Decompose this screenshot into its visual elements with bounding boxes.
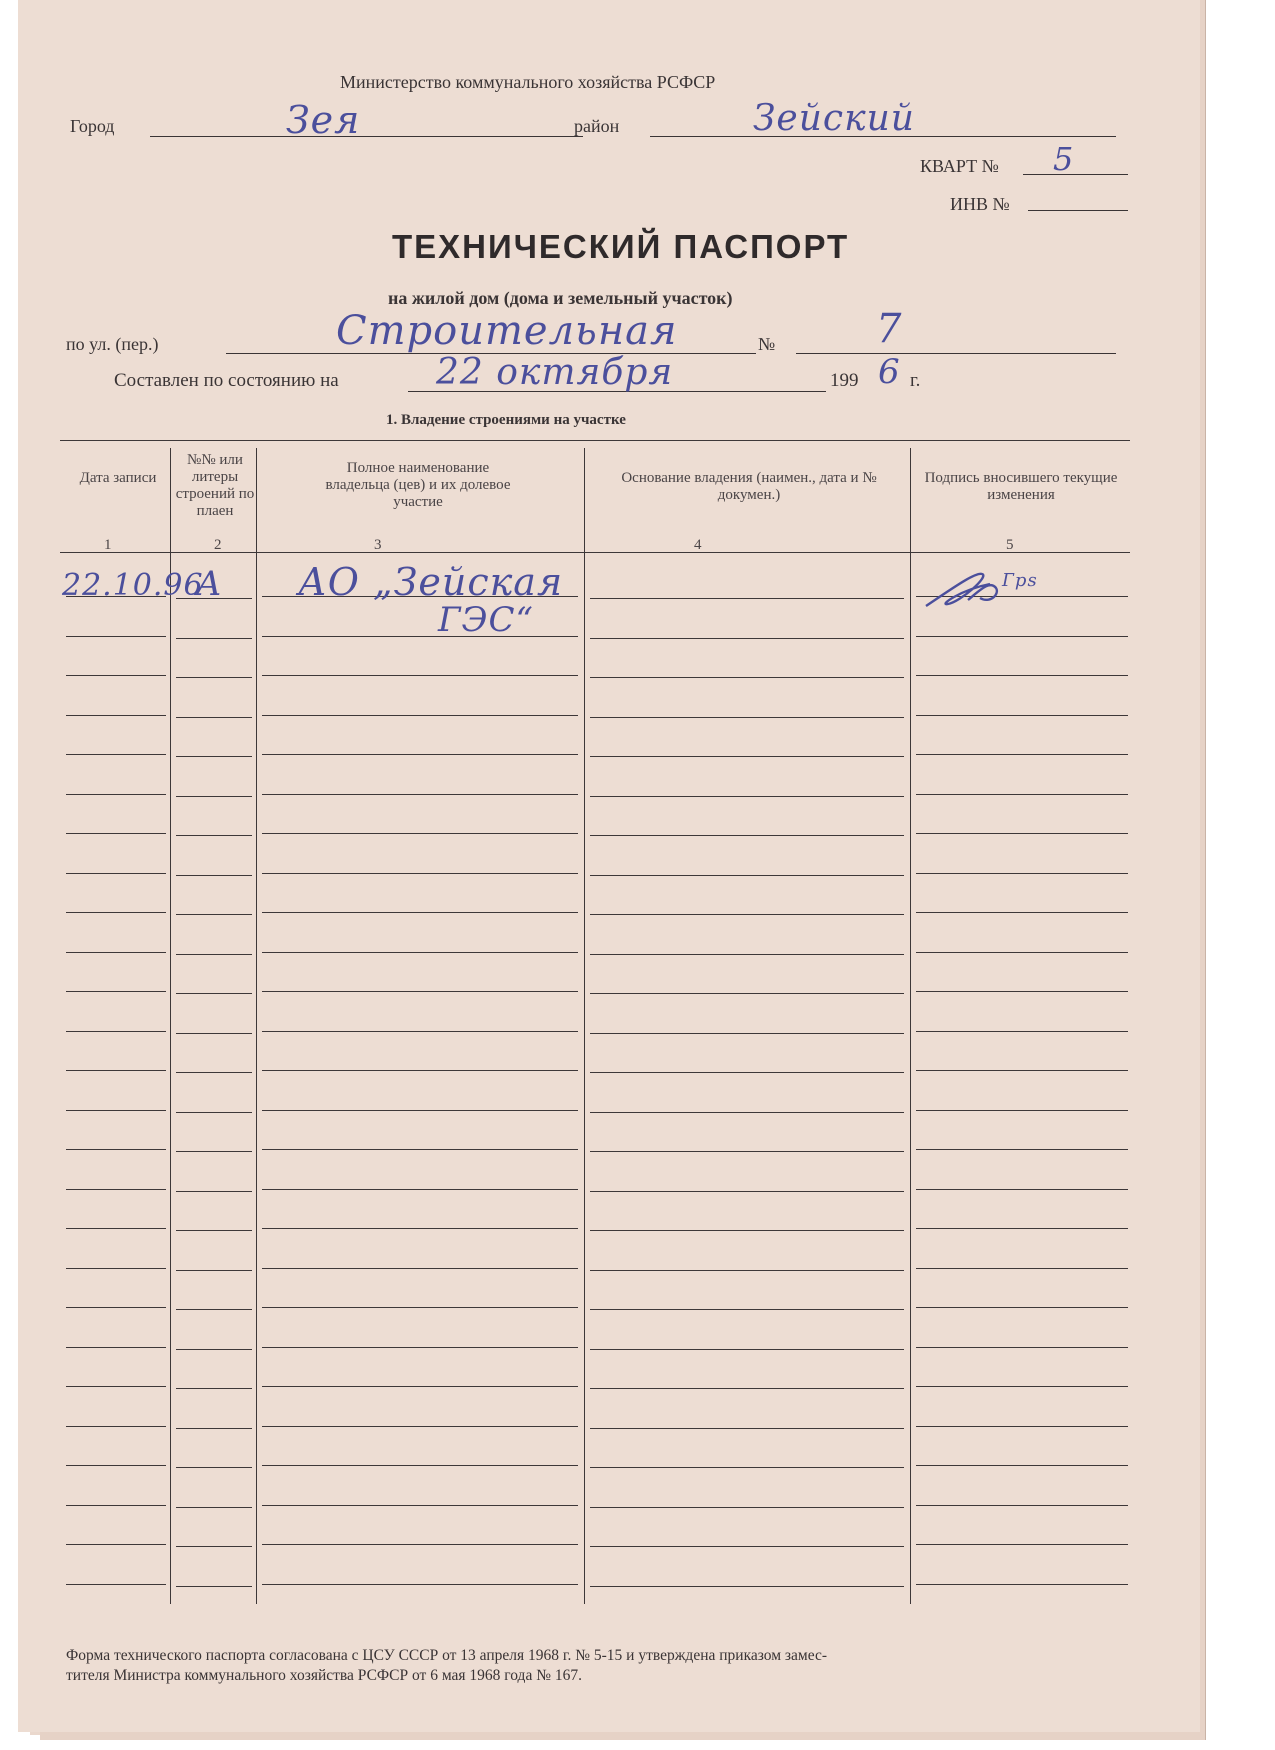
column-number-5: 5	[1006, 537, 1014, 553]
ruled-line	[590, 1151, 904, 1152]
ruled-line	[916, 675, 1128, 676]
column-number-3: 3	[374, 537, 382, 553]
district-label: район	[574, 116, 620, 136]
ruled-line	[262, 1189, 578, 1190]
ruled-line	[262, 715, 578, 716]
ruled-line	[176, 993, 252, 994]
house-number-label: №	[758, 334, 776, 354]
ruled-line	[176, 1191, 252, 1192]
ruled-line	[176, 1112, 252, 1113]
ruled-line	[66, 754, 166, 755]
ruled-line	[916, 952, 1128, 953]
ruled-line	[916, 1465, 1128, 1466]
entry-signature: Грs	[920, 560, 1050, 616]
ruled-line	[176, 1388, 252, 1389]
ruled-line	[916, 912, 1128, 913]
ruled-line	[262, 1386, 578, 1387]
ruled-line	[66, 794, 166, 795]
ruled-line	[262, 991, 578, 992]
ruled-line	[66, 1505, 166, 1506]
ruled-line	[916, 1228, 1128, 1229]
ruled-line	[66, 636, 166, 637]
ruled-line	[262, 1465, 578, 1466]
house-number-value: 7	[876, 306, 903, 352]
ruled-line	[176, 677, 252, 678]
ruled-line	[916, 1544, 1128, 1545]
ruled-line	[176, 717, 252, 718]
house-number-underline	[796, 353, 1116, 354]
ruled-line	[916, 1070, 1128, 1071]
section-title: 1. Владение строениями на участке	[386, 412, 626, 428]
ruled-line	[176, 875, 252, 876]
table-header-rule	[60, 552, 1130, 553]
column-divider-3	[584, 448, 585, 1604]
ruled-line	[66, 1268, 166, 1269]
ruled-line	[176, 1349, 252, 1350]
ruled-line	[66, 1110, 166, 1111]
ruled-line	[176, 954, 252, 955]
ruled-line	[66, 715, 166, 716]
ruled-line	[916, 1149, 1128, 1150]
compiled-label: Составлен по состоянию на	[114, 370, 339, 391]
ruled-line	[176, 914, 252, 915]
ruled-line	[66, 1149, 166, 1150]
ruled-line	[262, 1228, 578, 1229]
ruled-line	[176, 1033, 252, 1034]
ruled-line	[176, 796, 252, 797]
footer-line-1: Форма технического паспорта согласована с ЦСУ СССР от 13 апреля 1968 г. № 5-15 и утверждена приказом замес-	[66, 1647, 828, 1664]
column-number-4: 4	[694, 537, 702, 553]
ruled-line	[262, 1505, 578, 1506]
ruled-line	[916, 1307, 1128, 1308]
city-value: Зея	[286, 98, 361, 142]
ruled-line	[66, 873, 166, 874]
ruled-line	[176, 756, 252, 757]
ruled-line	[916, 1386, 1128, 1387]
quarter-underline	[1023, 174, 1128, 175]
document-subtitle: на жилой дом (дома и земельный участок)	[388, 288, 733, 308]
ruled-line	[590, 796, 904, 797]
column-divider-4	[910, 448, 911, 1604]
ruled-line	[590, 638, 904, 639]
ruled-line	[916, 754, 1128, 755]
street-value: Строительная	[336, 308, 678, 354]
entry-owner-line-1: АО „Зейская	[298, 560, 564, 604]
ruled-line	[262, 754, 578, 755]
ruled-line	[590, 835, 904, 836]
ruled-line	[66, 1465, 166, 1466]
ruled-line	[590, 1230, 904, 1231]
ruled-line	[66, 952, 166, 953]
header-signature: Подпись вносившего текущие изменения	[924, 470, 1118, 503]
ruled-line	[916, 715, 1128, 716]
ruled-line	[262, 1268, 578, 1269]
table-top-rule	[60, 440, 1130, 441]
ruled-line	[590, 1309, 904, 1310]
ruled-line	[590, 1586, 904, 1587]
ruled-line	[916, 794, 1128, 795]
ruled-line	[176, 1151, 252, 1152]
ruled-line	[590, 1270, 904, 1271]
ruled-line	[590, 1349, 904, 1350]
ruled-line	[916, 1347, 1128, 1348]
header-basis: Основание владения (наимен., дата и № докумен.)	[621, 470, 877, 503]
header-date: Дата записи	[79, 470, 157, 486]
ruled-line	[262, 912, 578, 913]
column-number-1: 1	[104, 537, 112, 553]
document-page	[18, 0, 1200, 1732]
ruled-line	[590, 1388, 904, 1389]
ruled-line	[916, 1505, 1128, 1506]
header-owner: Полное наименование владельца (цев) и их долевое участие	[325, 460, 511, 510]
ruled-line	[66, 1307, 166, 1308]
ruled-line	[176, 1586, 252, 1587]
ruled-line	[916, 1584, 1128, 1585]
ruled-line	[66, 1426, 166, 1427]
ruled-line	[66, 1544, 166, 1545]
header-letters: №№ или литеры строений по плаен	[175, 452, 255, 519]
ruled-line	[916, 1031, 1128, 1032]
ruled-line	[590, 1191, 904, 1192]
ruled-line	[176, 1428, 252, 1429]
ruled-line	[176, 1270, 252, 1271]
ruled-line	[262, 1149, 578, 1150]
ruled-line	[66, 1347, 166, 1348]
ruled-line	[176, 638, 252, 639]
ruled-line	[590, 1033, 904, 1034]
footer-line-2: тителя Министра коммунального хозяйства РСФСР от 6 мая 1968 года № 167.	[66, 1667, 582, 1684]
entry-date: 22.10.96	[62, 568, 204, 603]
street-label: по ул. (пер.)	[66, 334, 159, 354]
ruled-line	[916, 636, 1128, 637]
ruled-line	[66, 1189, 166, 1190]
district-value: Зейский	[753, 98, 915, 139]
city-label: Город	[70, 116, 115, 136]
ruled-line	[916, 991, 1128, 992]
ruled-line	[66, 1386, 166, 1387]
ruled-line	[590, 1546, 904, 1547]
ruled-line	[590, 1072, 904, 1073]
inventory-label: ИНВ №	[950, 194, 1010, 214]
ruled-line	[590, 954, 904, 955]
ruled-line	[916, 833, 1128, 834]
ruled-line	[176, 1309, 252, 1310]
ruled-line	[66, 1031, 166, 1032]
ruled-line	[66, 1228, 166, 1229]
ruled-line	[916, 1189, 1128, 1190]
ruled-line	[66, 833, 166, 834]
ruled-line	[916, 1110, 1128, 1111]
ruled-line	[66, 1584, 166, 1585]
ruled-line	[262, 833, 578, 834]
ruled-line	[176, 1230, 252, 1231]
ruled-line	[66, 991, 166, 992]
quarter-label: КВАРТ №	[920, 156, 999, 176]
year-digit: 6	[878, 352, 901, 392]
ruled-line	[590, 756, 904, 757]
compiled-date-value: 22 октября	[436, 352, 674, 393]
ruled-line	[590, 1507, 904, 1508]
ruled-line	[66, 675, 166, 676]
ruled-line	[66, 912, 166, 913]
ruled-line	[590, 677, 904, 678]
ruled-line	[262, 1110, 578, 1111]
ruled-line	[590, 1428, 904, 1429]
entry-letter: А	[196, 564, 223, 604]
column-divider-2	[256, 448, 257, 1604]
year-suffix: г.	[910, 370, 921, 391]
ruled-line	[66, 1070, 166, 1071]
document-title: ТЕХНИЧЕСКИЙ ПАСПОРТ	[392, 228, 850, 265]
ruled-line	[262, 1347, 578, 1348]
ruled-line	[916, 1268, 1128, 1269]
ruled-line	[176, 1546, 252, 1547]
ruled-line	[176, 1467, 252, 1468]
ruled-line	[590, 717, 904, 718]
ministry-heading: Министерство коммунального хозяйства РСФСР	[340, 72, 716, 92]
ruled-line	[262, 675, 578, 676]
ruled-line	[916, 1426, 1128, 1427]
year-prefix: 199	[830, 370, 859, 391]
ruled-line	[176, 1507, 252, 1508]
ruled-line	[262, 794, 578, 795]
quarter-value: 5	[1053, 140, 1075, 178]
ruled-line	[590, 993, 904, 994]
ruled-line	[262, 1544, 578, 1545]
ruled-line	[262, 1031, 578, 1032]
ruled-line	[590, 1467, 904, 1468]
ruled-line	[262, 1584, 578, 1585]
ruled-line	[262, 1426, 578, 1427]
ruled-line	[590, 1112, 904, 1113]
ruled-line	[590, 914, 904, 915]
entry-owner-line-2: ГЭС“	[438, 600, 534, 640]
ruled-line	[590, 598, 904, 599]
ruled-line	[176, 835, 252, 836]
ruled-line	[590, 875, 904, 876]
inventory-underline	[1028, 210, 1128, 211]
ruled-line	[262, 873, 578, 874]
ruled-line	[262, 1070, 578, 1071]
ruled-line	[176, 1072, 252, 1073]
ruled-line	[262, 952, 578, 953]
column-divider-1	[170, 448, 171, 1604]
column-number-2: 2	[214, 537, 222, 553]
city-underline	[150, 136, 583, 137]
ruled-line	[916, 873, 1128, 874]
ruled-line	[262, 1307, 578, 1308]
